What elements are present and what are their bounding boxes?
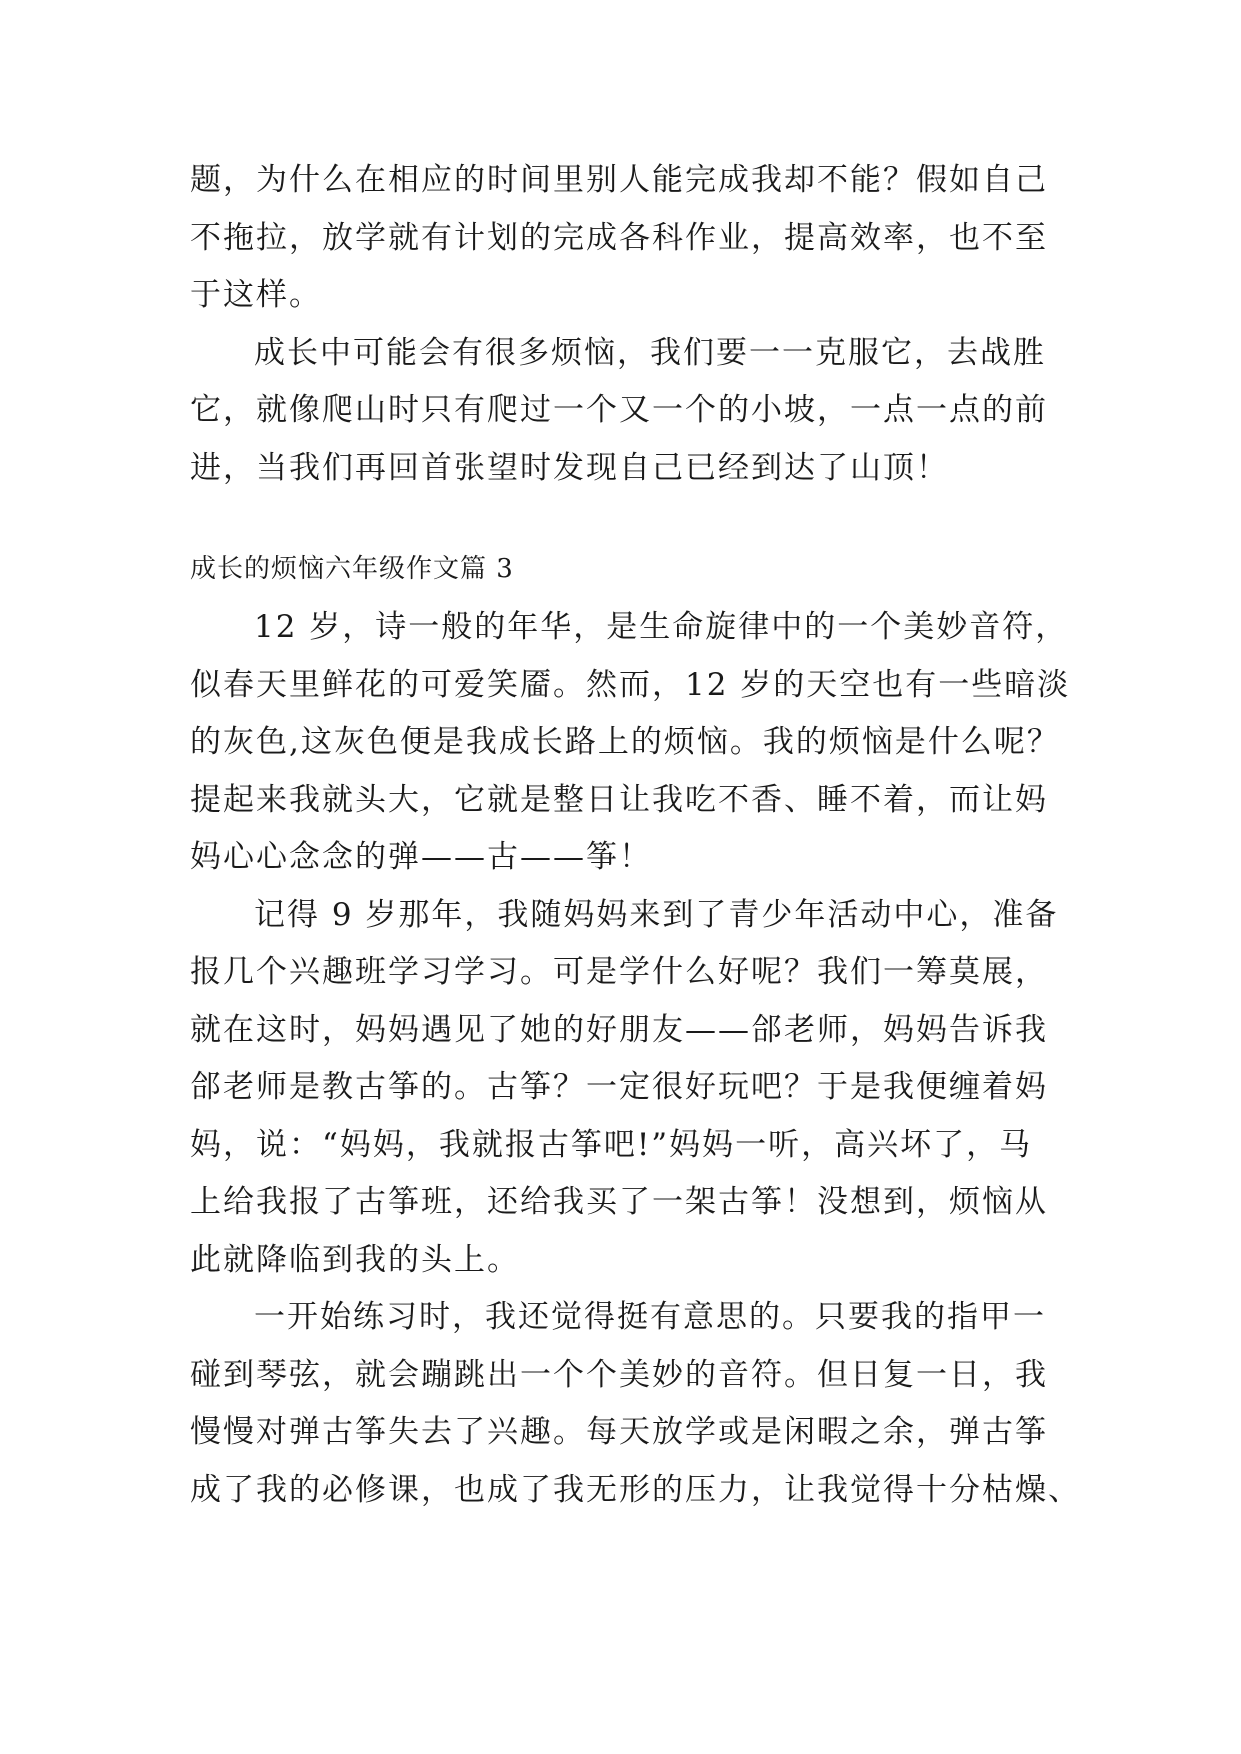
text-line: 此就降临到我的头上。: [190, 1241, 520, 1278]
text-line: 于这样。: [190, 277, 322, 313]
text-line: 12 岁，诗一般的年华，是生命旋律中的一个美妙音符，: [254, 609, 1069, 645]
text-line: 一开始练习时，我还觉得挺有意思的。只要我的指甲一: [254, 1299, 1046, 1335]
text-line: 妈，说：“妈妈，我就报古筝吧!”妈妈一听，高兴坏了，马: [190, 1126, 1033, 1163]
text-line: 上给我报了古筝班，还给我买了一架古筝！没想到，烦恼从: [190, 1184, 1048, 1220]
paragraph: [190, 152, 1060, 325]
paragraph: [190, 887, 1060, 1290]
text-line: 慢慢对弹古筝失去了兴趣。每天放学或是闲暇之余，弹古筝: [190, 1414, 1048, 1450]
document-body: [190, 152, 1081, 1519]
paragraph: [190, 599, 1071, 887]
text-line: 题，为什么在相应的时间里别人能完成我却不能？假如自己: [190, 162, 1048, 198]
text-line: 似春天里鲜花的可爱笑靥。然而，12 岁的天空也有一些暗淡: [190, 666, 1071, 703]
text-line: 记得 9 岁那年，我随妈妈来到了青少年活动中心，准备: [254, 896, 1059, 933]
text-line: 提起来我就头大，它就是整日让我吃不香、睡不着，而让妈: [190, 781, 1048, 818]
text-line: 它，就像爬山时只有爬过一个又一个的小坡，一点一点的前: [190, 392, 1048, 428]
text-line: 进，当我们再回首张望时发现自己已经到达了山顶！: [190, 449, 949, 486]
section-heading: 成长的烦恼六年级作文篇 3: [190, 554, 514, 584]
text-line: 碰到琴弦，就会蹦跳出一个个美妙的音符。但日复一日，我: [190, 1356, 1048, 1393]
text-line: 郃老师是教古筝的。古筝？一定很好玩吧？于是我便缠着妈: [190, 1069, 1048, 1105]
text-line: 成了我的必修课，也成了我无形的压力，让我觉得十分枯燥、: [190, 1471, 1081, 1508]
text-line: 妈心心念念的弹——古——筝！: [190, 839, 652, 875]
text-line: 报几个兴趣班学习学习。可是学什么好呢？我们一筹莫展，: [190, 954, 1048, 990]
text-line: 不拖拉，放学就有计划的完成各科作业，提高效率，也不至: [190, 219, 1048, 256]
text-line: 成长中可能会有很多烦恼，我们要一一克服它，去战胜: [254, 334, 1046, 371]
paragraph: [190, 325, 1060, 498]
text-line: 就在这时，妈妈遇见了她的好朋友——郃老师，妈妈告诉我: [190, 1011, 1048, 1048]
paragraph: [190, 1289, 1081, 1519]
text-line: 的灰色,这灰色便是我成长路上的烦恼。我的烦恼是什么呢？: [190, 724, 1060, 760]
